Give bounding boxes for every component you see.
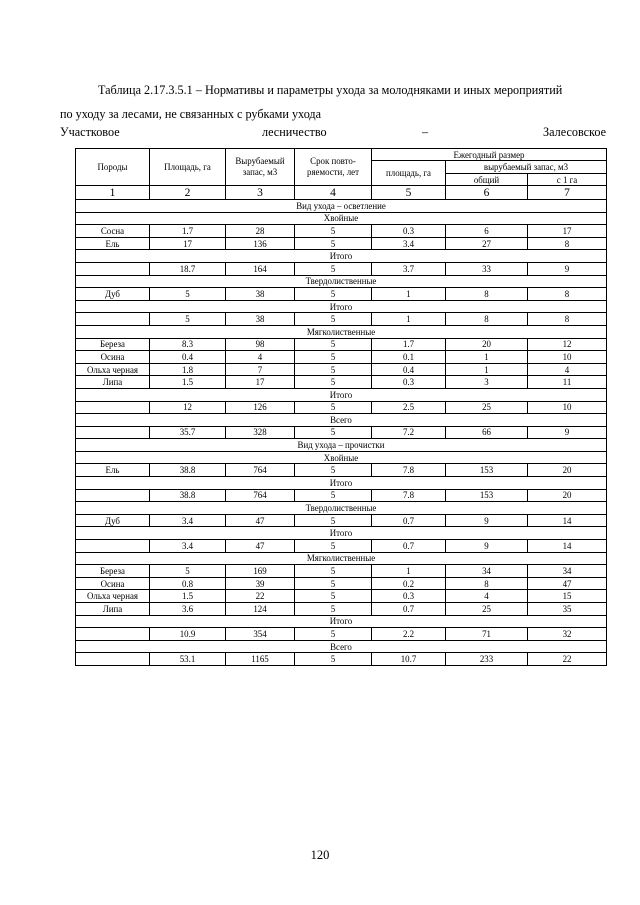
section-row — [76, 212, 607, 225]
section-label: Итого — [76, 300, 607, 313]
value-cell: 38 — [226, 313, 295, 326]
value-cell: 1.8 — [150, 363, 226, 376]
table-row — [76, 338, 607, 351]
species-cell: Осина — [76, 577, 150, 590]
value-cell: 328 — [226, 426, 295, 439]
value-cell: 764 — [226, 464, 295, 477]
value-cell: 5 — [295, 426, 372, 439]
value-cell: 25 — [446, 603, 528, 616]
value-cell: 354 — [226, 628, 295, 641]
header-numbers-row — [76, 186, 607, 200]
value-cell: 0.1 — [372, 351, 446, 364]
table-row — [76, 603, 607, 616]
table-row — [76, 351, 607, 364]
value-cell: 7 — [226, 363, 295, 376]
value-cell: 2.5 — [372, 401, 446, 414]
value-cell: 1 — [372, 565, 446, 578]
value-cell: 153 — [446, 464, 528, 477]
value-cell: 5 — [295, 288, 372, 301]
header-total: общий — [446, 174, 528, 186]
value-cell: 3.4 — [372, 237, 446, 250]
value-cell: 0.7 — [372, 514, 446, 527]
value-cell: 9 — [446, 540, 528, 553]
value-cell: 34 — [446, 565, 528, 578]
value-cell: 7.8 — [372, 489, 446, 502]
value-cell: 8 — [528, 237, 607, 250]
section-label: Итого — [76, 615, 607, 628]
value-cell: 3.4 — [150, 514, 226, 527]
header-annual-area: площадь, га — [372, 161, 446, 186]
value-cell: 8 — [446, 288, 528, 301]
caption-line-2: по уходу за лесами, не связанных с рубками ухода — [60, 107, 322, 121]
value-cell: 1 — [372, 313, 446, 326]
header-species: Породы — [76, 149, 150, 186]
value-cell: 22 — [226, 590, 295, 603]
table-body — [76, 200, 607, 666]
value-cell: 0.8 — [150, 577, 226, 590]
column-number: 1 — [76, 186, 150, 200]
value-cell: 38.8 — [150, 464, 226, 477]
district-word: лесничество — [262, 125, 327, 139]
species-cell — [76, 628, 150, 641]
value-cell: 9 — [446, 514, 528, 527]
value-cell: 1.5 — [150, 376, 226, 389]
value-cell: 6 — [446, 225, 528, 238]
section-label: Вид ухода – осветление — [76, 200, 607, 213]
value-cell: 2.2 — [372, 628, 446, 641]
section-row — [76, 388, 607, 401]
value-cell: 5 — [295, 401, 372, 414]
value-cell: 5 — [295, 603, 372, 616]
table-row — [76, 514, 607, 527]
section-label: Итого — [76, 250, 607, 263]
species-cell — [76, 489, 150, 502]
value-cell: 0.7 — [372, 603, 446, 616]
value-cell: 0.7 — [372, 540, 446, 553]
value-cell: 20 — [446, 338, 528, 351]
value-cell: 10.9 — [150, 628, 226, 641]
species-cell: Ель — [76, 464, 150, 477]
value-cell: 28 — [226, 225, 295, 238]
section-label: Итого — [76, 477, 607, 490]
section-label: Твердолиственные — [76, 502, 607, 515]
value-cell: 47 — [226, 514, 295, 527]
value-cell: 0.4 — [372, 363, 446, 376]
value-cell: 3.7 — [372, 262, 446, 275]
value-cell: 5 — [295, 565, 372, 578]
value-cell: 126 — [226, 401, 295, 414]
header-period: Срок повто-ряемости, лет — [295, 149, 372, 186]
header-annual-stock: вырубаемый запас, м3 — [446, 161, 607, 174]
table-row — [76, 313, 607, 326]
value-cell: 5 — [295, 628, 372, 641]
value-cell: 25 — [446, 401, 528, 414]
value-cell: 66 — [446, 426, 528, 439]
header-annual: Ежегодный размер — [372, 149, 607, 161]
value-cell: 164 — [226, 262, 295, 275]
value-cell: 764 — [226, 489, 295, 502]
value-cell: 12 — [150, 401, 226, 414]
column-number: 5 — [372, 186, 446, 200]
table-row — [76, 540, 607, 553]
value-cell: 3.4 — [150, 540, 226, 553]
value-cell: 4 — [528, 363, 607, 376]
value-cell: 5 — [150, 565, 226, 578]
column-number: 7 — [528, 186, 607, 200]
value-cell: 5 — [150, 288, 226, 301]
value-cell: 17 — [226, 376, 295, 389]
section-row — [76, 439, 607, 452]
value-cell: 169 — [226, 565, 295, 578]
value-cell: 71 — [446, 628, 528, 641]
section-row — [76, 640, 607, 653]
value-cell: 8 — [528, 313, 607, 326]
section-label: Хвойные — [76, 451, 607, 464]
value-cell: 9 — [528, 426, 607, 439]
species-cell: Дуб — [76, 288, 150, 301]
table-row — [76, 363, 607, 376]
district-line — [60, 125, 606, 143]
section-row — [76, 451, 607, 464]
value-cell: 20 — [528, 489, 607, 502]
value-cell: 12 — [528, 338, 607, 351]
species-cell — [76, 401, 150, 414]
species-cell — [76, 426, 150, 439]
value-cell: 5 — [295, 376, 372, 389]
value-cell: 1.7 — [372, 338, 446, 351]
table-row — [76, 237, 607, 250]
species-cell: Береза — [76, 565, 150, 578]
table-row — [76, 590, 607, 603]
column-number: 4 — [295, 186, 372, 200]
value-cell: 18.7 — [150, 262, 226, 275]
species-cell — [76, 262, 150, 275]
value-cell: 5 — [295, 363, 372, 376]
value-cell: 98 — [226, 338, 295, 351]
value-cell: 38 — [226, 288, 295, 301]
value-cell: 1 — [446, 351, 528, 364]
species-cell: Осина — [76, 351, 150, 364]
value-cell: 124 — [226, 603, 295, 616]
section-label: Вид ухода – прочистки — [76, 439, 607, 452]
value-cell: 35 — [528, 603, 607, 616]
section-label: Мягколиственные — [76, 552, 607, 565]
value-cell: 5 — [295, 313, 372, 326]
table-row — [76, 225, 607, 238]
species-cell: Ольха черная — [76, 363, 150, 376]
section-row — [76, 325, 607, 338]
value-cell: 22 — [528, 653, 607, 666]
page-number: 120 — [310, 848, 330, 862]
section-row — [76, 527, 607, 540]
section-row — [76, 275, 607, 288]
table-caption — [60, 78, 606, 126]
value-cell: 0.4 — [150, 351, 226, 364]
value-cell: 3 — [446, 376, 528, 389]
value-cell: 5 — [295, 262, 372, 275]
district-name: Залесовское — [543, 125, 606, 139]
value-cell: 5 — [295, 351, 372, 364]
value-cell: 5 — [295, 489, 372, 502]
section-row — [76, 414, 607, 427]
species-cell — [76, 653, 150, 666]
value-cell: 9 — [528, 262, 607, 275]
species-cell: Дуб — [76, 514, 150, 527]
value-cell: 14 — [528, 514, 607, 527]
value-cell: 8 — [528, 288, 607, 301]
value-cell: 5 — [295, 653, 372, 666]
value-cell: 0.3 — [372, 590, 446, 603]
table-row — [76, 288, 607, 301]
value-cell: 1 — [446, 363, 528, 376]
value-cell: 1 — [372, 288, 446, 301]
value-cell: 8 — [446, 313, 528, 326]
value-cell: 32 — [528, 628, 607, 641]
value-cell: 27 — [446, 237, 528, 250]
species-cell — [76, 540, 150, 553]
value-cell: 14 — [528, 540, 607, 553]
value-cell: 5 — [295, 225, 372, 238]
value-cell: 1165 — [226, 653, 295, 666]
section-label: Итого — [76, 388, 607, 401]
section-row — [76, 615, 607, 628]
value-cell: 0.2 — [372, 577, 446, 590]
value-cell: 53.1 — [150, 653, 226, 666]
value-cell: 5 — [295, 540, 372, 553]
value-cell: 3.6 — [150, 603, 226, 616]
table-row — [76, 376, 607, 389]
value-cell: 17 — [528, 225, 607, 238]
column-number: 3 — [226, 186, 295, 200]
species-cell — [76, 313, 150, 326]
value-cell: 33 — [446, 262, 528, 275]
value-cell: 5 — [295, 577, 372, 590]
value-cell: 34 — [528, 565, 607, 578]
value-cell: 5 — [295, 514, 372, 527]
species-cell: Ель — [76, 237, 150, 250]
table-row — [76, 401, 607, 414]
species-cell: Береза — [76, 338, 150, 351]
value-cell: 5 — [295, 338, 372, 351]
value-cell: 7.2 — [372, 426, 446, 439]
table-row — [76, 262, 607, 275]
value-cell: 233 — [446, 653, 528, 666]
section-row — [76, 477, 607, 490]
value-cell: 17 — [150, 237, 226, 250]
section-row — [76, 502, 607, 515]
table-row — [76, 653, 607, 666]
species-cell: Сосна — [76, 225, 150, 238]
caption-line-1: Таблица 2.17.3.5.1 – Нормативы и параметры ухода за молодняками и иных мероприятий — [98, 83, 563, 97]
section-label: Всего — [76, 414, 607, 427]
value-cell: 35.7 — [150, 426, 226, 439]
value-cell: 5 — [295, 590, 372, 603]
value-cell: 11 — [528, 376, 607, 389]
value-cell: 8 — [446, 577, 528, 590]
section-row — [76, 200, 607, 213]
value-cell: 47 — [528, 577, 607, 590]
table-row — [76, 565, 607, 578]
district-dash: – — [422, 125, 429, 139]
norms-table — [75, 148, 607, 666]
value-cell: 8.3 — [150, 338, 226, 351]
value-cell: 5 — [295, 464, 372, 477]
section-label: Всего — [76, 640, 607, 653]
section-label: Мягколиственные — [76, 325, 607, 338]
value-cell: 15 — [528, 590, 607, 603]
table-row — [76, 489, 607, 502]
value-cell: 5 — [150, 313, 226, 326]
table-row — [76, 426, 607, 439]
section-row — [76, 300, 607, 313]
value-cell: 5 — [295, 237, 372, 250]
district-label: Участковое — [60, 125, 120, 139]
value-cell: 39 — [226, 577, 295, 590]
value-cell: 1.5 — [150, 590, 226, 603]
value-cell: 136 — [226, 237, 295, 250]
section-label: Твердолиственные — [76, 275, 607, 288]
value-cell: 10 — [528, 351, 607, 364]
value-cell: 0.3 — [372, 376, 446, 389]
species-cell: Липа — [76, 376, 150, 389]
value-cell: 1.7 — [150, 225, 226, 238]
value-cell: 20 — [528, 464, 607, 477]
column-number: 2 — [150, 186, 226, 200]
value-cell: 38.8 — [150, 489, 226, 502]
header-area: Площадь, га — [150, 149, 226, 186]
section-row — [76, 552, 607, 565]
species-cell: Липа — [76, 603, 150, 616]
value-cell: 0.3 — [372, 225, 446, 238]
header-per-ha: с 1 га — [528, 174, 607, 186]
section-label: Итого — [76, 527, 607, 540]
value-cell: 47 — [226, 540, 295, 553]
value-cell: 10.7 — [372, 653, 446, 666]
table-row — [76, 628, 607, 641]
column-number: 6 — [446, 186, 528, 200]
value-cell: 7.8 — [372, 464, 446, 477]
header-stock: Вырубаемый запас, м3 — [226, 149, 295, 186]
section-row — [76, 250, 607, 263]
table-row — [76, 464, 607, 477]
value-cell: 153 — [446, 489, 528, 502]
species-cell: Ольха черная — [76, 590, 150, 603]
value-cell: 4 — [446, 590, 528, 603]
section-label: Хвойные — [76, 212, 607, 225]
value-cell: 10 — [528, 401, 607, 414]
table-row — [76, 577, 607, 590]
value-cell: 4 — [226, 351, 295, 364]
